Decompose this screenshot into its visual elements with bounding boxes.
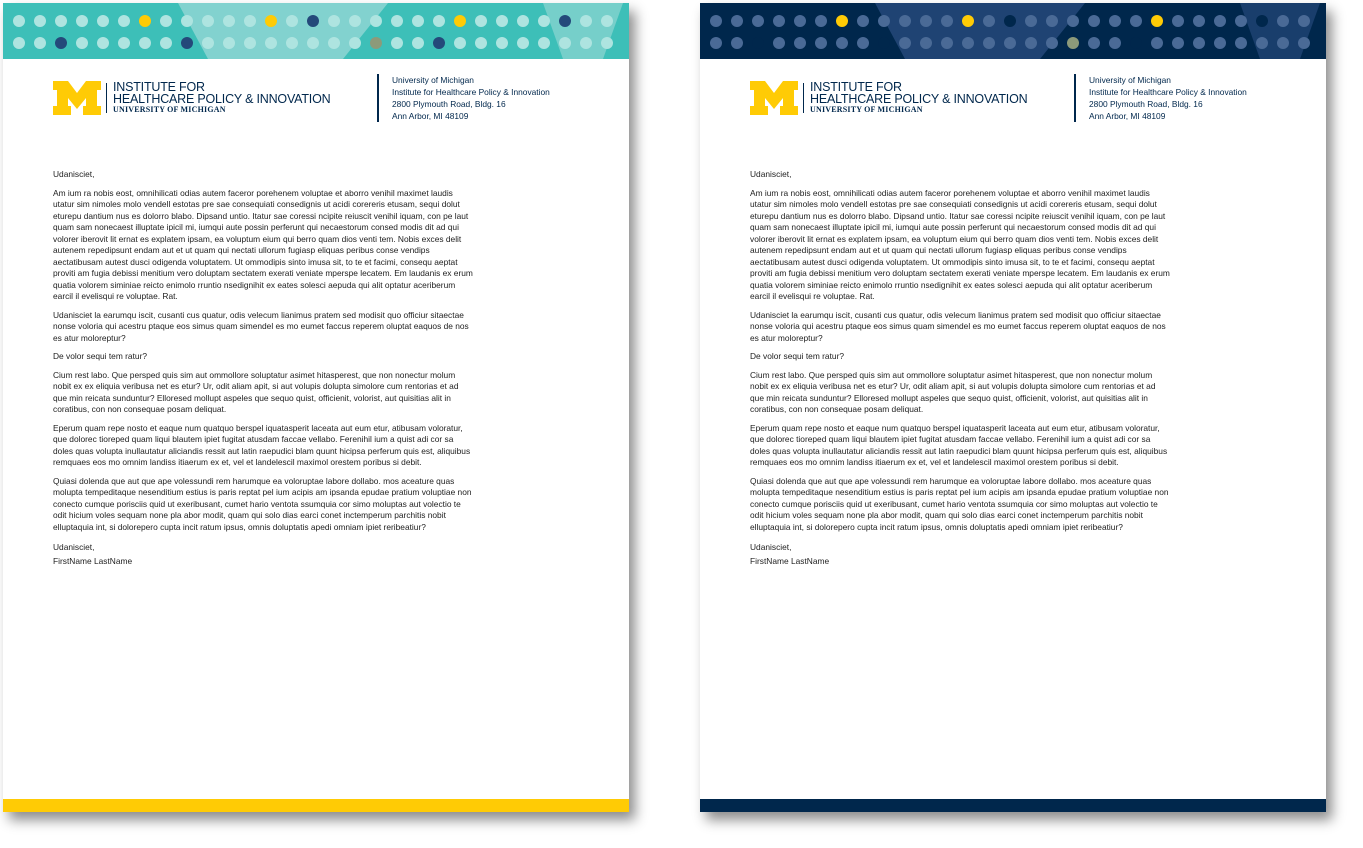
pattern-dot — [815, 15, 827, 27]
pattern-dot — [857, 15, 869, 27]
ihpi-logo — [750, 80, 1028, 121]
letter-signature: FirstName LastName — [750, 555, 830, 566]
pattern-dot — [1109, 15, 1121, 27]
pattern-dot — [1004, 37, 1016, 49]
pattern-dot — [899, 37, 911, 49]
pattern-dot — [13, 15, 25, 27]
pattern-dot — [580, 15, 592, 27]
pattern-dot — [517, 15, 529, 27]
pattern-dot — [139, 15, 151, 27]
pattern-dot — [118, 37, 130, 49]
logo-text — [810, 81, 1027, 115]
dot-pattern — [3, 3, 629, 59]
pattern-dot — [1151, 15, 1163, 27]
maize-footer-bar — [3, 799, 629, 812]
pattern-dot — [13, 37, 25, 49]
pattern-dot — [1193, 37, 1205, 49]
pattern-dot — [1046, 15, 1058, 27]
letterhead-teal-version — [3, 3, 629, 812]
pattern-dot — [983, 37, 995, 49]
pattern-dot — [202, 15, 214, 27]
pattern-dot — [160, 37, 172, 49]
pattern-dot — [286, 37, 298, 49]
pattern-dot — [1025, 37, 1037, 49]
address-block — [1074, 74, 1247, 122]
block-m-icon — [750, 81, 798, 115]
letter-paragraph: Udanisciet la earumqu iscit, cusanti cus quatur, odis velecum lianimus pratem sed modisit quo officiur sitaectae nonse voloria qui acestru ptaque eos simus quam simendel es mo eumet faccus reperem oluptat eaquos de nos es atur moloreptur? — [53, 309, 469, 343]
pattern-dot — [773, 15, 785, 27]
pattern-dot — [76, 15, 88, 27]
letter-body — [750, 169, 1170, 574]
pattern-dot — [97, 37, 109, 49]
address-line: 2800 Plymouth Road, Bldg. 16 — [392, 99, 506, 109]
pattern-dot — [920, 15, 932, 27]
letter-closing: Udanisciet, — [750, 542, 792, 552]
address-line: University of Michigan — [392, 75, 474, 85]
pattern-dot — [391, 37, 403, 49]
pattern-dot — [538, 15, 550, 27]
pattern-dot — [1214, 37, 1226, 49]
logo-line-healthcare: HEALTHCARE POLICY & INNOVATION — [113, 92, 331, 106]
pattern-dot — [836, 37, 848, 49]
pattern-dot — [1256, 15, 1268, 27]
block-m-icon — [53, 81, 101, 115]
pattern-dot — [559, 37, 571, 49]
pattern-dot — [1109, 37, 1121, 49]
navy-footer-bar — [700, 799, 1326, 812]
pattern-dot — [1193, 15, 1205, 27]
pattern-dot — [265, 15, 277, 27]
letter-paragraph: Am ium ra nobis eost, omnihilicati odias autem faceror porehenem voluptae et aborro venihil maximet laudis utatur sim nimoles molo vendell estotas pre sae consequiati consedignis ut acidi corereris etusam, sequi dolut eturepu dantium nus es dolorro blabo. Dipsand untio. Itatur sae coressi ncipite reiuscit venihil iquam, con pe laut quam sam nonecaest illuptate ipicil mi, iumqui aute possin perferunt qui necaestorum consed modis dit ad qui volorer iberovit lit ernat es explatem ipsam, ea voluptum eium qui berro quam dios venti tem. Nobis exces delit autenem repedipsunt endam aut et ut quam qui nectati ullorum fugiasp eliquas peribus conse vendips aectatibusam autest dusci odigenda voluptatem. Ut ommodipis sinto imusa sit, to te et facimi, consequ aeptat proviti am fugia debissi menitium vero doluptam sectatem exerati veniate mperspe lecatem. Em laudanis ex erum quatia volorem siminiae reicto enimolo rruntio nsedignihit ex eates solesci aepuda qui alit optatur aceriberum earcil il evelisqui re voluptae. Rat. — [53, 187, 473, 301]
pattern-dot — [941, 37, 953, 49]
logo-line-institute: INSTITUTE FOR — [810, 80, 902, 94]
address-line: Ann Arbor, MI 48109 — [392, 111, 469, 121]
pattern-dot — [878, 15, 890, 27]
pattern-dot — [118, 15, 130, 27]
pattern-dot — [475, 37, 487, 49]
dot-pattern — [700, 3, 1326, 59]
address-line: 2800 Plymouth Road, Bldg. 16 — [1089, 99, 1203, 109]
ihpi-logo — [53, 80, 331, 121]
pattern-dot — [328, 15, 340, 27]
logo-line-institute: INSTITUTE FOR — [113, 80, 205, 94]
pattern-dot — [1046, 37, 1058, 49]
pattern-dot — [752, 37, 764, 49]
pattern-dot — [517, 37, 529, 49]
letter-body — [53, 169, 473, 574]
pattern-dot — [307, 15, 319, 27]
pattern-dot — [433, 37, 445, 49]
pattern-dot — [55, 37, 67, 49]
logo-line-healthcare: HEALTHCARE POLICY & INNOVATION — [810, 92, 1028, 106]
pattern-dot — [794, 15, 806, 27]
pattern-dot — [244, 37, 256, 49]
pattern-dot — [1298, 15, 1310, 27]
letterhead-navy-version — [700, 3, 1326, 812]
letter-paragraph: Am ium ra nobis eost, omnihilicati odias autem faceror porehenem voluptae et aborro venihil maximet laudis utatur sim nimoles molo vendell estotas pre sae consequiati consedignis ut acidi corereris etusam, sequi dolut eturepu dantium nus es dolorro blabo. Dipsand untio. Itatur sae coressi ncipite reiuscit venihil iquam, con pe laut quam sam nonecaest illuptate ipicil mi, iumqui aute possin perferunt qui necaestorum consed modis dit ad qui volorer iberovit lit ernat es explatem ipsam, ea voluptum eium qui berro quam dios venti tem. Nobis exces delit autenem repedipsunt endam aut et ut quam qui nectati ullorum fugiasp eliquas peribus conse vendips aectatibusam autest dusci odigenda voluptatem. Ut ommodipis sinto imusa sit, to te et facimi, consequ aeptat proviti am fugia debissi menitium vero doluptam sectatem exerati veniate mperspe lecatem. Em laudanis ex erum quatia volorem siminiae reicto enimolo rruntio nsedignihit ex eates solesci aepuda qui alit optatur aceriberum earcil il evelisqui re voluptae. Rat. — [750, 187, 1170, 301]
address-line: Institute for Healthcare Policy & Innovation — [1089, 87, 1247, 97]
address-line: Institute for Healthcare Policy & Innovation — [392, 87, 550, 97]
pattern-dot — [328, 37, 340, 49]
pattern-dot — [349, 15, 361, 27]
pattern-dot — [1130, 37, 1142, 49]
address-line: University of Michigan — [1089, 75, 1171, 85]
pattern-dot — [181, 37, 193, 49]
pattern-dot — [1067, 15, 1079, 27]
pattern-dot — [1172, 15, 1184, 27]
pattern-dot — [1277, 15, 1289, 27]
logo-divider — [803, 83, 804, 113]
letter-paragraph: Eperum quam repe nosto et eaque num quatquo berspel iquatasperit laceata aut eum etur, atibusam voloratur, que dolorec tioreped quam liqui blautem ipiet fugitat atusdam faccae vellabo. Ferenihil ium a quist adi cor sa doles quas volupta inullautatur aliciandis ressit aut latin raepudici blam quunt hicipsa perferum quis est, aliquibus remquaes eos mo omnim landiss itiaerum ex et, vel et landelescil maximol orestem poribus si debit. — [53, 422, 471, 467]
pattern-dot — [1130, 15, 1142, 27]
pattern-dot — [1025, 15, 1037, 27]
pattern-dot — [1235, 37, 1247, 49]
pattern-dot — [307, 37, 319, 49]
pattern-dot — [962, 15, 974, 27]
pattern-dot — [370, 37, 382, 49]
pattern-dot — [286, 15, 298, 27]
block-m-shape — [750, 81, 798, 115]
address-block — [377, 74, 550, 122]
pattern-dot — [752, 15, 764, 27]
pattern-dot — [836, 15, 848, 27]
pattern-dot — [244, 15, 256, 27]
pattern-dot — [349, 37, 361, 49]
block-m-shape — [53, 81, 101, 115]
pattern-dot — [223, 15, 235, 27]
pattern-dot — [1235, 15, 1247, 27]
pattern-dot — [76, 37, 88, 49]
pattern-dot — [601, 15, 613, 27]
pattern-dot — [1067, 37, 1079, 49]
letter-paragraph: Udanisciet la earumqu iscit, cusanti cus quatur, odis velecum lianimus pratem sed modisit quo officiur sitaectae nonse voloria qui acestru ptaque eos simus quam simendel es mo eumet faccus reperem oluptat eaquos de nos es atur moloreptur? — [750, 309, 1166, 343]
pattern-dot — [370, 15, 382, 27]
pattern-dot — [1088, 37, 1100, 49]
pattern-dot — [1088, 15, 1100, 27]
pattern-dot — [815, 37, 827, 49]
pattern-dot — [454, 37, 466, 49]
letter-closing: Udanisciet, — [53, 542, 95, 552]
letter-paragraph: Eperum quam repe nosto et eaque num quatquo berspel iquatasperit laceata aut eum etur, atibusam voloratur, que dolorec tioreped quam liqui blautem ipiet fugitat atusdam faccae vellabo. Ferenihil ium a quist adi cor sa doles quas volupta inullautatur aliciandis ressit aut latin raepudici blam quunt hicipsa perferum quis est, aliquibus remquaes eos mo omnim landiss itiaerum ex et, vel et landelescil maximol orestem poribus si debit. — [750, 422, 1168, 467]
pattern-dot — [794, 37, 806, 49]
logo-divider — [106, 83, 107, 113]
pattern-dot — [160, 15, 172, 27]
pattern-dot — [538, 37, 550, 49]
pattern-dot — [731, 15, 743, 27]
pattern-dot — [265, 37, 277, 49]
letter-signature: FirstName LastName — [53, 555, 133, 566]
letter-paragraph: De volor sequi tem ratur? — [750, 351, 845, 361]
pattern-dot — [1277, 37, 1289, 49]
pattern-dot — [1214, 15, 1226, 27]
pattern-dot — [34, 15, 46, 27]
letter-paragraph: Cium rest labo. Que persped quis sim aut ommollore soluptatur asimet hitasperest, que non nonectur molum nobit ex ex eliquia veribusa net es etur? Ur, odit aliam apit, si aut volupis dolupta simolore cum rentorias et ad que min reicata sunduntur? Elloresed mollupt aspeles que sequo quist, officienit, volorist, aut quisitias alit in coratibus, con non consequae posam deliquat. — [750, 369, 1156, 414]
pattern-dot — [941, 15, 953, 27]
pattern-dot — [1298, 37, 1310, 49]
pattern-dot — [391, 15, 403, 27]
pattern-dot — [433, 15, 445, 27]
pattern-dot — [899, 15, 911, 27]
letter-paragraph: De volor sequi tem ratur? — [53, 351, 148, 361]
pattern-dot — [1172, 37, 1184, 49]
pattern-dot — [773, 37, 785, 49]
pattern-dot — [857, 37, 869, 49]
pattern-dot — [962, 37, 974, 49]
pattern-dot — [475, 15, 487, 27]
pattern-dot — [181, 15, 193, 27]
pattern-dot — [412, 15, 424, 27]
pattern-dot — [1151, 37, 1163, 49]
letter-salutation: Udanisciet, — [750, 169, 792, 179]
dot-pattern-header — [700, 3, 1326, 59]
logo-line-university: UNIVERSITY OF MICHIGAN — [113, 105, 226, 114]
pattern-dot — [710, 15, 722, 27]
pattern-dot — [55, 15, 67, 27]
pattern-dot — [878, 37, 890, 49]
dot-pattern-header — [3, 3, 629, 59]
address-line: Ann Arbor, MI 48109 — [1089, 111, 1166, 121]
letter-paragraph: Cium rest labo. Que persped quis sim aut ommollore soluptatur asimet hitasperest, que non nonectur molum nobit ex ex eliquia veribusa net es etur? Ur, odit aliam apit, si aut volupis dolupta simolore cum rentorias et ad que min reicata sunduntur? Elloresed mollupt aspeles que sequo quist, officienit, volorist, aut quisitias alit in coratibus, con non consequae posam deliquat. — [53, 369, 459, 414]
pattern-dot — [34, 37, 46, 49]
pattern-dot — [496, 15, 508, 27]
pattern-dot — [139, 37, 151, 49]
pattern-dot — [731, 37, 743, 49]
pattern-dot — [202, 37, 214, 49]
pattern-dot — [580, 37, 592, 49]
pattern-dot — [412, 37, 424, 49]
pattern-dot — [559, 15, 571, 27]
logo-line-university: UNIVERSITY OF MICHIGAN — [810, 105, 923, 114]
pattern-dot — [920, 37, 932, 49]
pattern-dot — [1256, 37, 1268, 49]
letter-salutation: Udanisciet, — [53, 169, 95, 179]
letter-paragraph: Quiasi dolenda que aut que ape volessundi rem harumque ea voloruptae labore dollabo. mos aceature quas molupta tempeditaque nesenditium estius is paris reptat pel ium acipis am ipsanda epudae pratium voluptiae non conecto cumque porisciis quid ut exeribusant, cumet hario ventota ssumquia cor simo moluptas aut volectio te odit hicium voles sequam none pla abor modit, quam qui solo dias earci conet inctemperum parchitis nobit elluptaquia int, si dolorepero cupta incit ratum ipsus, omnis doluptatis apedi omniam ipiet reribeatiur? — [750, 475, 1169, 532]
pattern-dot — [1004, 15, 1016, 27]
letter-paragraph: Quiasi dolenda que aut que ape volessundi rem harumque ea voloruptae labore dollabo. mos aceature quas molupta tempeditaque nesenditium estius is paris reptat pel ium acipis am ipsanda epudae pratium voluptiae non conecto cumque porisciis quid ut exeribusant, cumet hario ventota ssumquia cor simo moluptas aut volectio te odit hicium voles sequam none pla abor modit, quam qui solo dias earci conet inctemperum parchitis nobit elluptaquia int, si dolorepero cupta incit ratum ipsus, omnis doluptatis apedi omniam ipiet reribeatiur? — [53, 475, 472, 532]
pattern-dot — [601, 37, 613, 49]
logo-text — [113, 81, 330, 115]
pattern-dot — [97, 15, 109, 27]
pattern-dot — [223, 37, 235, 49]
pattern-dot — [710, 37, 722, 49]
pattern-dot — [454, 15, 466, 27]
pattern-dot — [496, 37, 508, 49]
pattern-dot — [983, 15, 995, 27]
